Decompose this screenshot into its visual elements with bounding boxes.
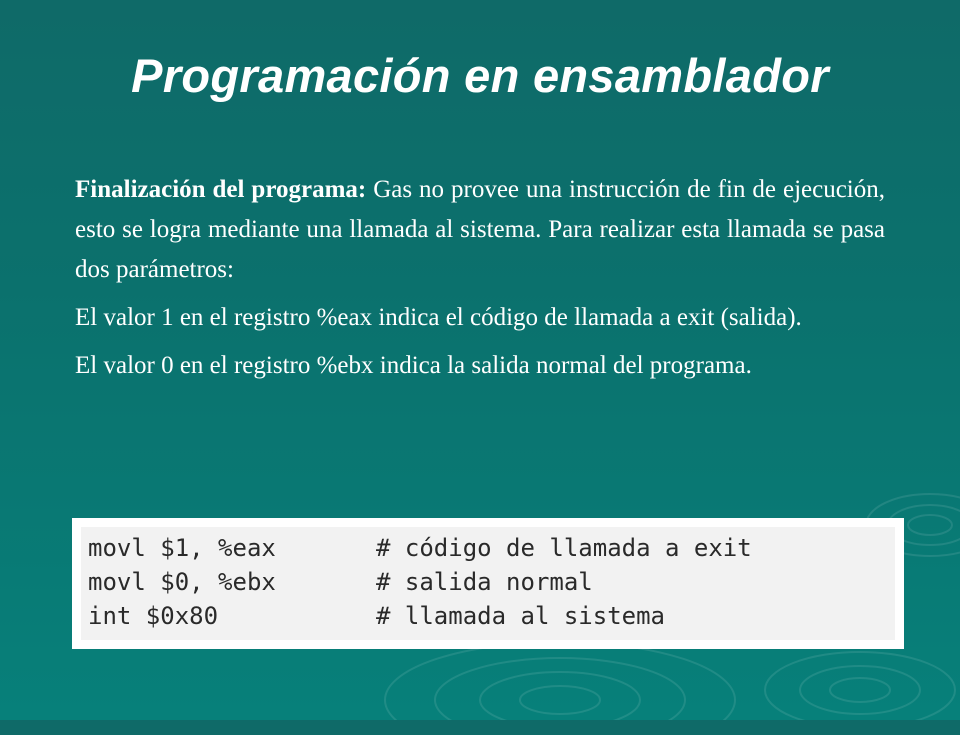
code-comment: # llamada al sistema [376,602,665,630]
code-comment: # salida normal [376,568,593,596]
paragraph-ebx: El valor 0 en el registro %ebx indica la salida normal del programa. [75,352,752,379]
code-line [88,531,752,565]
paragraph-finalizacion [75,170,885,290]
slide-title: Programación en ensamblador [131,49,829,102]
code-block-inner [81,527,895,640]
code-instruction: movl $0, %ebx [88,568,276,596]
paragraph-text: Gas no provee una instrucción de fin de ejecución, esto se logra mediante una llamada al sistema. Para realizar esta llamada se pasa dos parámetros: [75,176,885,283]
code-line [88,599,665,633]
code-block [72,518,904,649]
code-instruction: int $0x80 [88,602,219,630]
paragraph-lead-bold: Finalización del programa: [75,176,367,203]
code-line [88,565,593,599]
code-instruction: movl $1, %eax [88,534,276,562]
paragraph-eax: El valor 1 en el registro %eax indica el código de llamada a exit (salida). [75,304,802,331]
slide-body [75,170,885,394]
code-comment: # código de llamada a exit [376,534,752,562]
